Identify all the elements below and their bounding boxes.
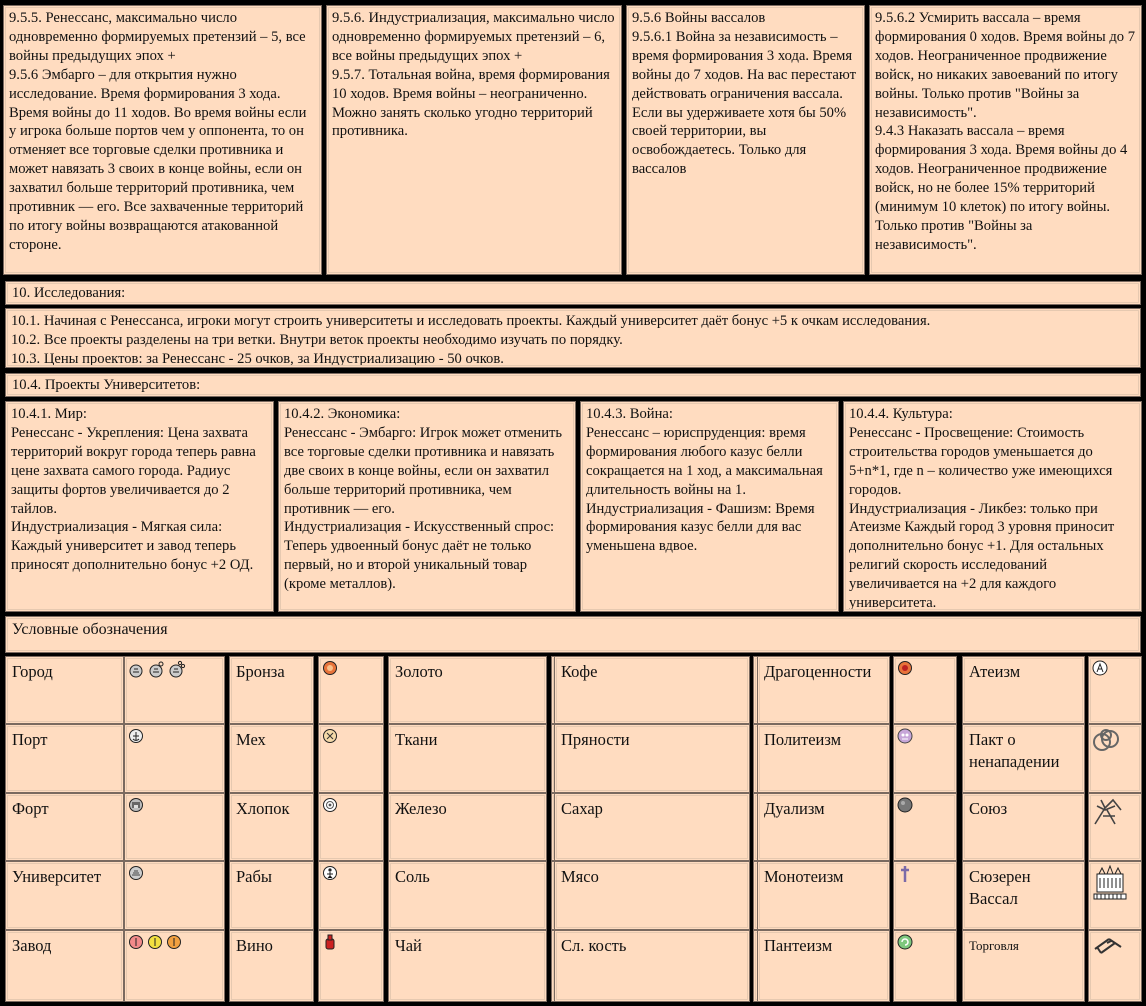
- legend-icon-cell: [124, 656, 225, 724]
- legend-label-salt: Соль: [388, 861, 547, 930]
- legend-icon-cell: [318, 724, 384, 793]
- legend-label-alliance: Союз: [962, 793, 1085, 861]
- project-war: 10.4.3. Война: Ренессанс – юриспруденция: время формирования любого казус белли сокращается на 1 ход, а максимальная длительность войны на 1. Индустриализация - Фашизм: Время формирования казус белли для вас уменьшена вдвое.: [580, 401, 839, 612]
- project-culture: 10.4.4. Культура: Ренессанс - Просвещение: Стоимость строительства городов уменьшается до 5+n*1, где n – количество уже имеющихся городов. Индустриализация - Ликбез: только при Атеизме Каждый город 3 уровня приносит дополнительно бонус +1. Для остальных религий скорость исследований увеличивается на +2 для каждого университета.: [843, 401, 1142, 612]
- legend-icon-cell: [318, 861, 384, 930]
- legend-label-polytheism: Политеизм: [757, 724, 890, 793]
- legend-label-slaves: Рабы: [229, 861, 314, 930]
- legend-label-factory: Завод: [5, 930, 124, 1002]
- legend-label-university: Университет: [5, 861, 124, 930]
- legend-label-sugar: Сахар: [554, 793, 750, 861]
- legend-label-dualism: Дуализм: [757, 793, 890, 861]
- legend-icon-cell: [1088, 724, 1142, 793]
- project-peace: 10.4.1. Мир: Ренессанс - Укрепления: Цена захвата территорий вокруг города теперь равна цене захвата самого города. Радиус защиты фортов увеличивается до 2 тайлов. Индустриализация - Мягкая сила: Каждый университет и завод теперь приносят дополнительно бонус +2 ОД.: [5, 401, 274, 612]
- legend-label-coffee: Кофе: [554, 656, 750, 724]
- research-header: 10. Исследования:: [5, 281, 1141, 305]
- legend-title: Условные обозначения: [5, 616, 1141, 653]
- legend-label-monotheism: Монотеизм: [757, 861, 890, 930]
- legend-label-pantheism: Пантеизм: [757, 930, 890, 1002]
- legend-label-cloth: Ткани: [388, 724, 547, 793]
- legend-label-cotton: Хлопок: [229, 793, 314, 861]
- legend-label-suzerain-vassal: Сюзерен Вассал: [962, 861, 1085, 930]
- legend-icon-cell: [124, 861, 225, 930]
- legend-label-ivory: Сл. кость: [554, 930, 750, 1002]
- legend-label-tea: Чай: [388, 930, 547, 1002]
- war-rules-renaissance: 9.5.5. Ренессанс, максимально число одновременно формируемых претензий – 5, все войны предыдущих эпох + 9.5.6 Эмбарго – для открытия нужно исследование. Время формирования 3 хода. Время войны до 11 ходов. Во время войны если у игрока больше портов чем у оппонента, то он отменяет все торговые сделки противника и может навязать 3 своих в конце войны, если он захватил больше территорий противника, чем противник — его. Все захваченные территорий по итогу войны возвращаются атакованной стороне.: [3, 5, 322, 275]
- legend-icon-cell: [124, 724, 225, 793]
- legend-label-fort: Форт: [5, 793, 124, 861]
- legend-icon-cell: [893, 656, 957, 724]
- legend-icon-cell: [1088, 930, 1142, 1002]
- legend-label-fur: Мех: [229, 724, 314, 793]
- legend-label-port: Порт: [5, 724, 124, 793]
- legend-icon-cell: [1088, 861, 1142, 930]
- legend-label-gems: Драгоценности: [757, 656, 890, 724]
- legend-label-bronze: Бронза: [229, 656, 314, 724]
- vassal-wars: 9.5.6 Войны вассалов 9.5.6.1 Война за независимость – время формирования 3 хода. Время войны до 7 ходов. На вас перестают действовать ограничения вассала. Если вы удерживаете хотя бы 50% своей территории, вы освобождаетесь. Только для вассалов: [626, 5, 865, 275]
- legend-label-trade: Торговля: [962, 930, 1085, 1002]
- legend-icon-cell: [893, 930, 957, 1002]
- legend-label-iron: Железо: [388, 793, 547, 861]
- legend-label-spices: Пряности: [554, 724, 750, 793]
- project-economy: 10.4.2. Экономика: Ренессанс - Эмбарго: Игрок может отменить все торговые сделки противника и навязать две своих в конце войны, если он захватил больше территорий противника, чем противник — его. Индустриализация - Искусственный спрос: Теперь удвоенный бонус даёт не только первый, но и второй уникальный товар (кроме металлов).: [278, 401, 576, 612]
- legend-label-non-aggression-pact: Пакт о ненападении: [962, 724, 1085, 793]
- legend-icon-cell: [893, 861, 957, 930]
- legend-label-city: Город: [5, 656, 124, 724]
- research-body: 10.1. Начиная с Ренессанса, игроки могут строить университеты и исследовать проекты. Каждый университет даёт бонус +5 к очкам исследования. 10.2. Все проекты разделены на три ветки. Внутри веток проекты необходимо изучать по порядку. 10.3. Цены проектов: за Ренессанс - 25 очков, за Индустриализацию - 50 очков.: [5, 308, 1141, 368]
- legend-icon-cell: [1088, 793, 1142, 861]
- legend-label-meat: Мясо: [554, 861, 750, 930]
- legend-icon-cell: [893, 724, 957, 793]
- legend-icon-cell: [318, 793, 384, 861]
- legend-icon-cell: [124, 793, 225, 861]
- legend-icon-cell: [318, 656, 384, 724]
- legend-icon-cell: [893, 793, 957, 861]
- vassal-wars-continued: 9.5.6.2 Усмирить вассала – время формирования 0 ходов. Время войны до 7 ходов. Неограниченное продвижение войск, но никаких завоеваний по итогу войны. Только против "Войны за независимость". 9.4.3 Наказать вассала – время формирования 3 хода. Время войны до 4 ходов. Неограниченное продвижение войск, но не более 15% территорий (минимум 10 клеток) по итогу войны. Только против "Войны за независимость".: [869, 5, 1142, 275]
- legend-icon-cell: [1088, 656, 1142, 724]
- war-rules-industrialization: 9.5.6. Индустриализация, максимально число одновременно формируемых претензий – 6, все войны предыдущих эпох + 9.5.7. Тотальная война, время формирования 10 ходов. Время войны – неограниченно. Можно занять сколько угодно территорий противника.: [326, 5, 622, 275]
- legend-label-atheism: Атеизм: [962, 656, 1085, 724]
- legend-icon-cell: [318, 930, 384, 1002]
- legend-label-gold: Золото: [388, 656, 547, 724]
- legend-icon-cell: [124, 930, 225, 1002]
- legend-label-wine: Вино: [229, 930, 314, 1002]
- projects-header: 10.4. Проекты Университетов:: [5, 373, 1141, 397]
